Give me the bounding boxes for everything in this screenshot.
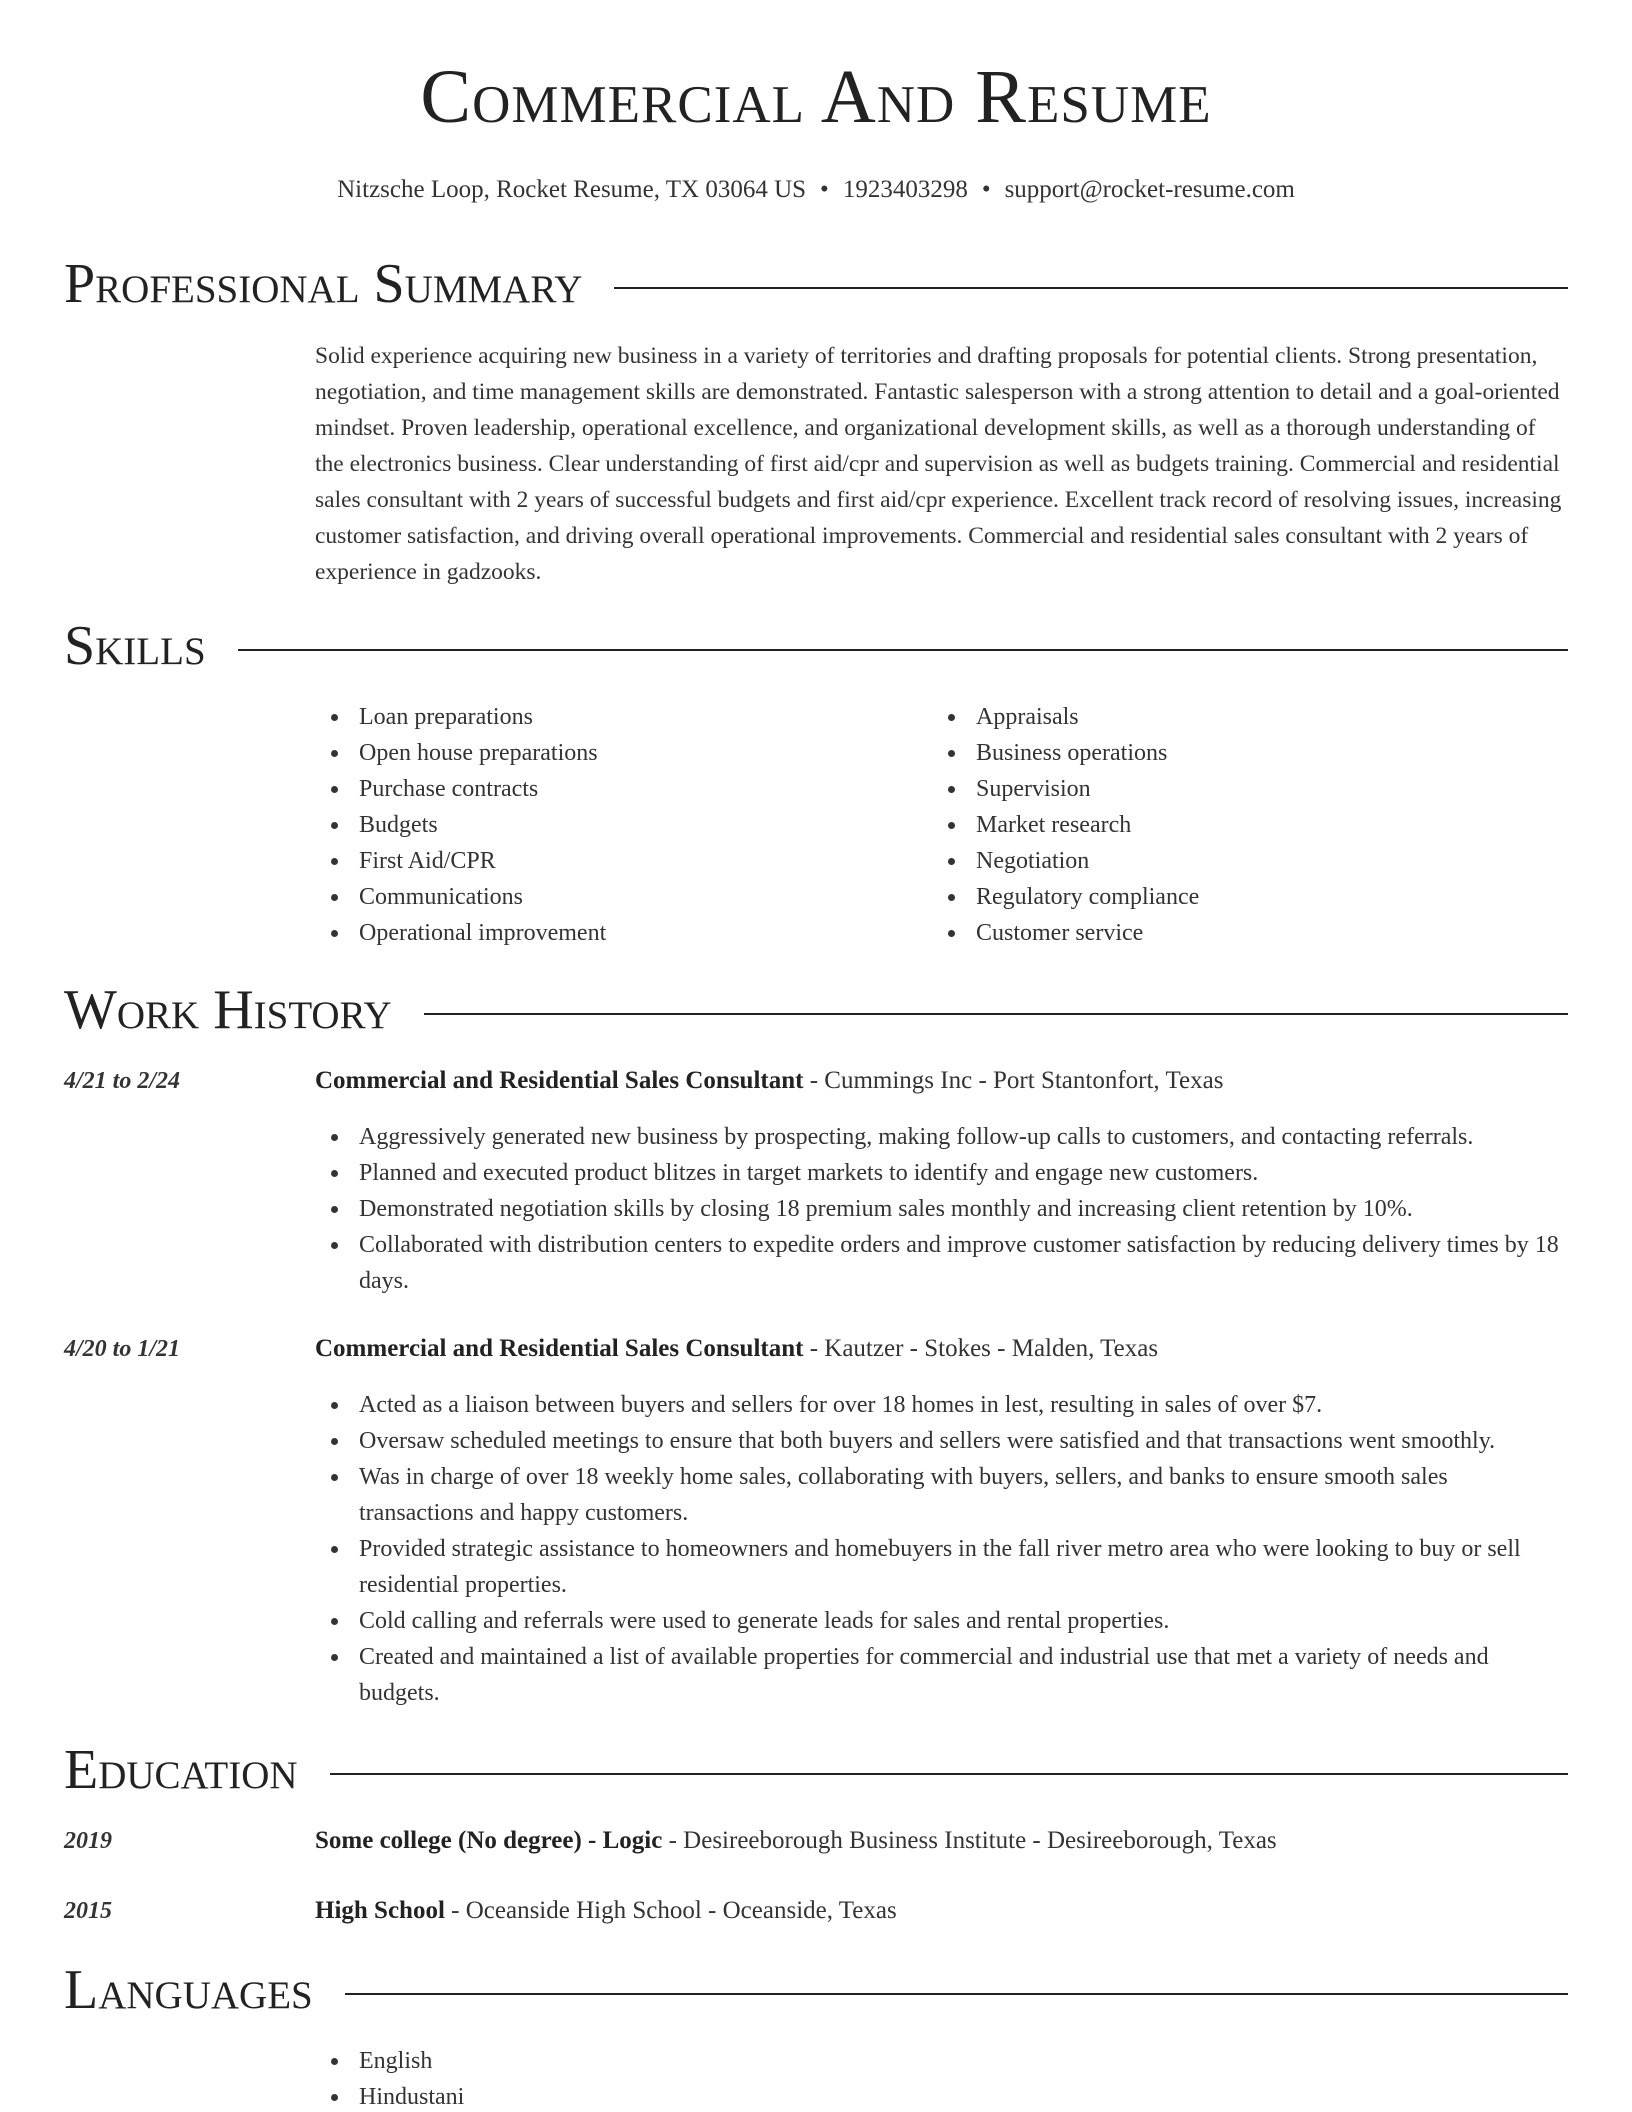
education-year: 2015 [64, 1898, 112, 1924]
job-bullet: Acted as a liaison between buyers and sellers for over 18 homes in lest, resulting in sales of over $7. [315, 1387, 1568, 1423]
section-header-education [64, 1739, 1568, 1801]
section-title-work: Work History [64, 979, 392, 1041]
job-bullet: Demonstrated negotiation skills by closing 18 premium sales monthly and increasing client retention by 10%. [315, 1191, 1568, 1227]
education-school: - Desireeborough Business Institute - Desireeborough, Texas [662, 1827, 1277, 1854]
contact-address: Nitzsche Loop, Rocket Resume, TX 03064 US [337, 176, 807, 203]
section-header-languages [64, 1959, 1568, 2021]
skill-item: Customer service [932, 915, 1199, 951]
education-school: - Oceanside High School - Oceanside, Texas [444, 1897, 897, 1924]
section-header-work [64, 979, 1568, 1041]
skill-item: Appraisals [932, 699, 1199, 735]
contact-line [0, 176, 1632, 204]
section-header-skills [64, 615, 1568, 677]
section-divider [614, 287, 1568, 289]
skill-item: Supervision [932, 771, 1199, 807]
skill-item: Business operations [932, 735, 1199, 771]
job-company: - Cummings Inc - Port Stantonfort, Texas [803, 1067, 1224, 1094]
section-title-education: Education [64, 1739, 298, 1801]
contact-separator: • [981, 176, 991, 203]
section-divider [238, 649, 1568, 651]
languages-list [315, 2043, 1568, 2112]
skill-item: Negotiation [932, 843, 1199, 879]
section-title-summary: Professional Summary [64, 253, 583, 315]
job-heading [315, 1335, 1568, 1363]
job-role: Commercial and Residential Sales Consultant [315, 1335, 804, 1362]
section-divider [424, 1013, 1568, 1015]
education-year: 2019 [64, 1828, 112, 1854]
section-divider [330, 1773, 1568, 1775]
section-title-skills: Skills [64, 615, 206, 677]
job-bullets [315, 1119, 1568, 1299]
candidate-name: Commercial And Resume [420, 55, 1212, 139]
job-dates: 4/20 to 1/21 [64, 1336, 181, 1362]
contact-phone: 1923403298 [842, 176, 968, 203]
job-company: - Kautzer - Stokes - Malden, Texas [803, 1335, 1159, 1362]
language-item: English [315, 2043, 1568, 2079]
skill-item: Market research [932, 807, 1199, 843]
skills-list-left [315, 699, 606, 951]
job-bullet: Oversaw scheduled meetings to ensure that both buyers and sellers were satisfied and that transactions went smoothly. [315, 1423, 1568, 1459]
skill-item: Purchase contracts [315, 771, 606, 807]
job-bullet: Created and maintained a list of available properties for commercial and industrial use that met a variety of needs and budgets. [315, 1639, 1568, 1711]
language-item: Hindustani [315, 2079, 1568, 2112]
contact-separator: • [820, 176, 829, 203]
section-divider [345, 1993, 1568, 1995]
job-role: Commercial and Residential Sales Consultant [315, 1067, 804, 1094]
section-title-languages: Languages [64, 1959, 313, 2021]
job-bullets [315, 1387, 1568, 1711]
job-bullet: Planned and executed product blitzes in target markets to identify and engage new customers. [315, 1155, 1568, 1191]
job-bullet: Aggressively generated new business by prospecting, making follow-up calls to customers, and contacting referrals. [315, 1119, 1568, 1155]
job-bullet: Was in charge of over 18 weekly home sales, collaborating with buyers, sellers, and banks to ensure smooth sales transactions and happy customers. [315, 1459, 1568, 1531]
job-bullet: Provided strategic assistance to homeowners and homebuyers in the fall river metro area who were looking to buy or sell residential properties. [315, 1531, 1568, 1603]
contact-email: support@rocket-resume.com [1004, 176, 1295, 203]
education-entry [315, 1897, 1568, 1925]
skill-item: Regulatory compliance [932, 879, 1199, 915]
job-bullet: Collaborated with distribution centers to expedite orders and improve customer satisfaction by reducing delivery times by 18 days. [315, 1227, 1568, 1299]
education-degree: Some college (No degree) - Logic [315, 1827, 663, 1854]
skill-item: Operational improvement [315, 915, 606, 951]
skill-item: Loan preparations [315, 699, 606, 735]
education-entry [315, 1827, 1568, 1855]
education-degree: High School [315, 1897, 445, 1924]
job-bullet: Cold calling and referrals were used to generate leads for sales and rental properties. [315, 1603, 1568, 1639]
job-dates: 4/21 to 2/24 [64, 1068, 181, 1094]
skill-item: Open house preparations [315, 735, 606, 771]
skill-item: First Aid/CPR [315, 843, 606, 879]
skill-item: Budgets [315, 807, 606, 843]
section-header-summary [64, 253, 1568, 315]
job-heading [315, 1067, 1568, 1095]
skill-item: Communications [315, 879, 606, 915]
summary-text: Solid experience acquiring new business in a variety of territories and drafting proposals for potential clients. Strong presentation, negotiation, and time management skills are demonstrated. Fantastic salesperson with a strong attention to detail and a goal-oriented mindset. Proven leadership, operational excellence, and organizational development skills, as well as a thorough understanding of the electronics business. Clear understanding of first aid/cpr and supervision as well as budgets training. Commercial and residential sales consultant with 2 years of successful budgets and first aid/cpr experience. Excellent track record of resolving issues, increasing customer satisfaction, and driving overall operational improvements. Commercial and residential sales consultant with 2 years of experience in gadzooks. [315, 343, 1562, 585]
skills-list-right [932, 699, 1199, 951]
